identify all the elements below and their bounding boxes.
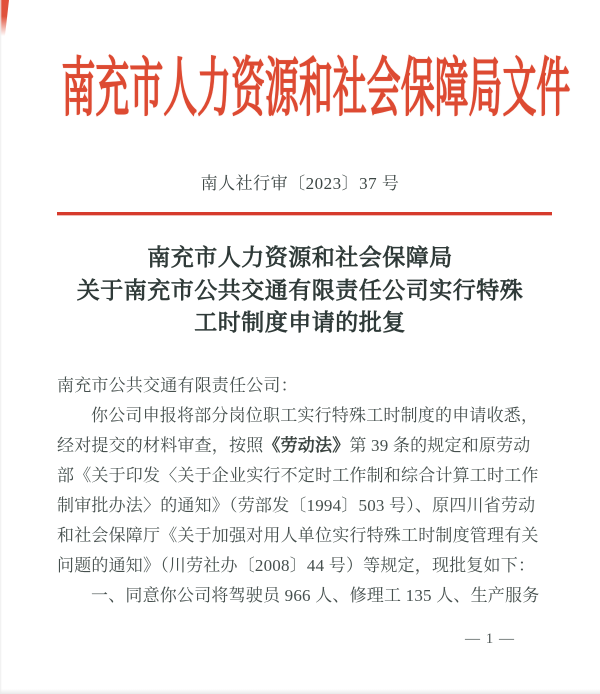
red-divider-line xyxy=(57,212,552,215)
body-line: 部《关于印发〈关于企业实行不定时工作制和综合计算工时工作 xyxy=(57,466,539,485)
body-line: 制审批办法〉的通知》（劳部发〔1994〕503 号）、原四川省劳动 xyxy=(57,496,536,515)
salutation: 南充市公共交通有限责任公司： xyxy=(57,376,298,395)
body-line: 和社会保障厅《关于加强对用人单位实行特殊工时制度管理有关 xyxy=(57,526,539,545)
document-body xyxy=(57,371,557,611)
law-name-emphasis: 《劳动法》 xyxy=(263,436,350,455)
document-number: 南人社行审〔2023〕37 号 xyxy=(200,174,400,193)
scan-edge-left xyxy=(0,0,2,694)
document-header-title: 南充市人力资源和社会保障局文件 xyxy=(61,53,571,124)
body-line: 问题的通知》（川劳社办〔2008〕44 号）等规定，现批复如下： xyxy=(57,556,536,575)
body-line-text: 第 39 条的规定和原劳动 xyxy=(349,436,531,455)
body-line: 你公司申报将部分岗位职工实行特殊工时制度的申请收悉， xyxy=(91,406,539,425)
body-line xyxy=(57,431,557,461)
document-title-line2: 关于南充市公共交通有限责任公司实行特殊 xyxy=(76,277,524,303)
document-title-line3: 工时制度申请的批复 xyxy=(194,310,406,335)
body-line-text: 经对提交的材料审查，按照 xyxy=(57,436,264,455)
document-title-line1: 南充市人力资源和社会保障局 xyxy=(147,245,453,270)
page-number: — 1 — xyxy=(465,631,515,647)
document-title xyxy=(0,242,600,340)
scan-edge-bottom xyxy=(0,689,600,694)
body-line: 一、同意你公司将驾驶员 966 人、修理工 135 人、生产服务 xyxy=(91,586,540,605)
